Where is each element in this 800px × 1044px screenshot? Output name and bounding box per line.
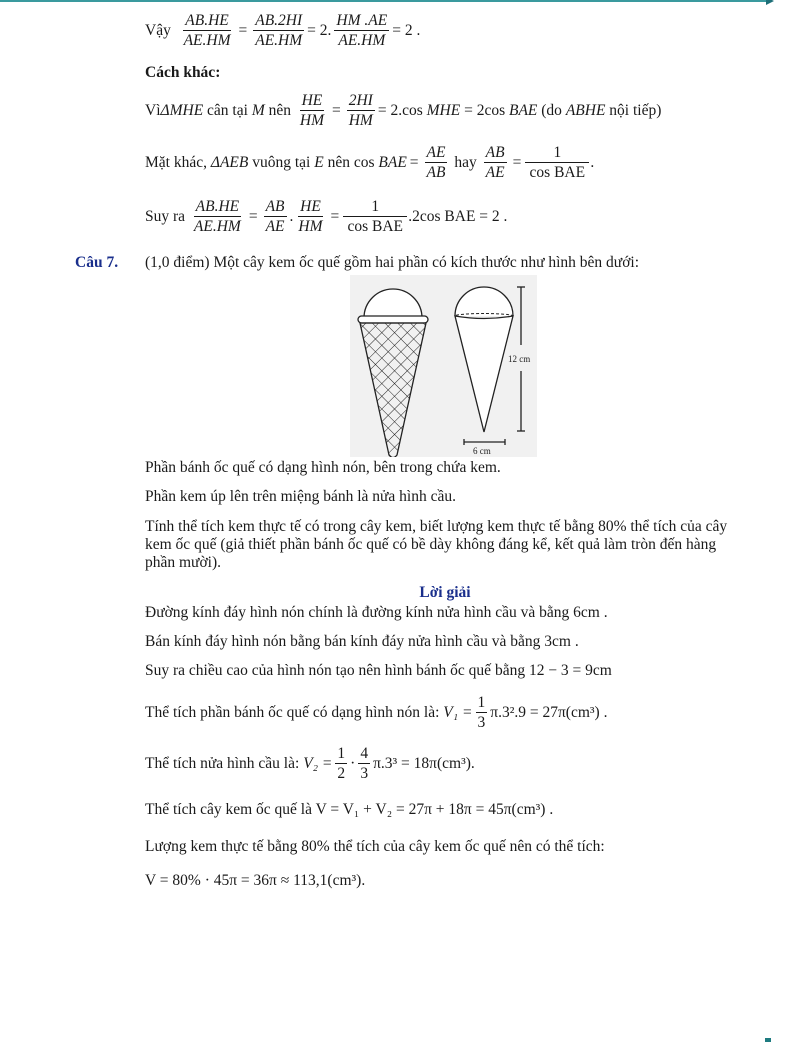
header-rule [0, 0, 770, 2]
alt-method-title: Cách khác: [145, 64, 221, 81]
question-label: Câu 7. [75, 254, 119, 271]
question-p1: Phần bánh ốc quế có dạng hình nón, bên trong chứa kem. [145, 459, 501, 476]
fraction: $\frac{1}{3}$ [477, 694, 486, 732]
fraction: $\frac{AB.HE}{AE.HM}$ [183, 12, 231, 50]
solution-s8: V = 80% · 45π = 36π ≈ 113,1(cm³). [145, 872, 366, 889]
fraction: $\frac{AB}{AE}$ [485, 144, 505, 182]
question-p3: Tính thể tích kem thực tế có trong cây kem, biết lượng kem thực tế bằng 80% thể tích của cây kem ốc quế (giả thiết phần bánh ốc quế có bề dày không đáng kể, kết quả làm tròn đến hàng phần mười). [145, 518, 728, 571]
cone-right [455, 316, 513, 432]
fraction: $\frac{1}{\text{cos BAE}}$ [345, 198, 405, 235]
footer-mark-icon [765, 1038, 771, 1042]
fraction: $\frac{AB.2HI}{AE.HM}$ [255, 12, 303, 50]
fraction: $\frac{1}{\text{cos BAE}}$ [527, 144, 587, 181]
cone-left [360, 323, 426, 457]
ice-cream-diagram [350, 275, 537, 457]
alt-line-2: Mặt khác, ΔAEB vuông tại E nên cos BAE = $\frac{AE}{AB}$ hay $\frac{AB}{AE}$ = $\frac{1}{\text{cos BAE}}$ . [145, 144, 595, 182]
width-label: 6 cm [473, 446, 491, 456]
fraction: $\frac{AE}{AB}$ [426, 144, 446, 182]
scoop-left [364, 289, 422, 318]
fraction: $\frac{2HI}{HM}$ [348, 92, 373, 130]
conclusion-line: Vậy $\frac{AB.HE}{AE.HM}$ = $\frac{AB.2HI}{AE.HM}$ = 2. $\frac{HM .AE}{AE.HM}$ = 2 . [145, 12, 421, 50]
header-arrow-icon [766, 0, 774, 5]
solution-s7: Lượng kem thực tế bằng 80% thể tích của cây kem ốc quế nên có thể tích: [145, 838, 605, 855]
solution-s6: Thể tích cây kem ốc quế là V = V₁ + V₂ = 27π + 18π = 45π(cm³) . [145, 801, 554, 818]
ice-cream-figure [350, 275, 537, 457]
fraction: $\frac{HM .AE}{AE.HM}$ [336, 12, 388, 50]
solution-title: Lời giải [419, 584, 471, 601]
fraction: $\frac{AB.HE}{AE.HM}$ [193, 198, 241, 236]
fraction: $\frac{4}{3}$ [360, 745, 369, 783]
cone-rim [358, 316, 428, 323]
fraction: $\frac{HE}{HM}$ [298, 198, 323, 236]
text-vay: Vậy [145, 21, 171, 39]
scoop-right [455, 287, 513, 316]
question-text: (1,0 điểm) Một cây kem ốc quế gồm hai phần có kích thước như hình bên dưới: [145, 254, 640, 271]
solution-s3: Suy ra chiều cao của hình nón tạo nên hình bánh ốc quế bằng 12 − 3 = 9cm [145, 662, 612, 679]
solution-s1: Đường kính đáy hình nón chính là đường kính nửa hình cầu và bằng 6cm . [145, 604, 608, 621]
question-p2: Phần kem úp lên trên miệng bánh là nửa hình cầu. [145, 488, 456, 505]
solution-s2: Bán kính đáy hình nón bằng bán kính đáy nửa hình cầu và bằng 3cm . [145, 633, 579, 650]
solution-s4: Thể tích phần bánh ốc quế có dạng hình nón là: V₁ = $\frac{1}{3}$ π.3².9 = 27π(cm³) . [145, 694, 608, 732]
alt-line-1: Vì ΔMHE cân tại M nên $\frac{HE}{HM}$ = $\frac{2HI}{HM}$ = 2.cos MHE = 2cos BAE (do ABHE nội tiếp) [145, 92, 662, 130]
alt-line-3: Suy ra $\frac{AB.HE}{AE.HM}$ = $\frac{AB}{AE}$ . $\frac{HE}{HM}$ = $\frac{1}{\text{cos BAE}}$ .2cos BAE = 2 . [145, 198, 508, 236]
fraction: $\frac{AB}{AE}$ [265, 198, 285, 236]
height-label: 12 cm [508, 354, 531, 364]
fraction: $\frac{1}{2}$ [337, 745, 346, 783]
fraction: $\frac{HE}{HM}$ [299, 92, 324, 130]
solution-s5: Thể tích nửa hình cầu là: V₂ = $\frac{1}{2}$ · $\frac{4}{3}$ π.3³ = 18π(cm³). [145, 745, 475, 783]
